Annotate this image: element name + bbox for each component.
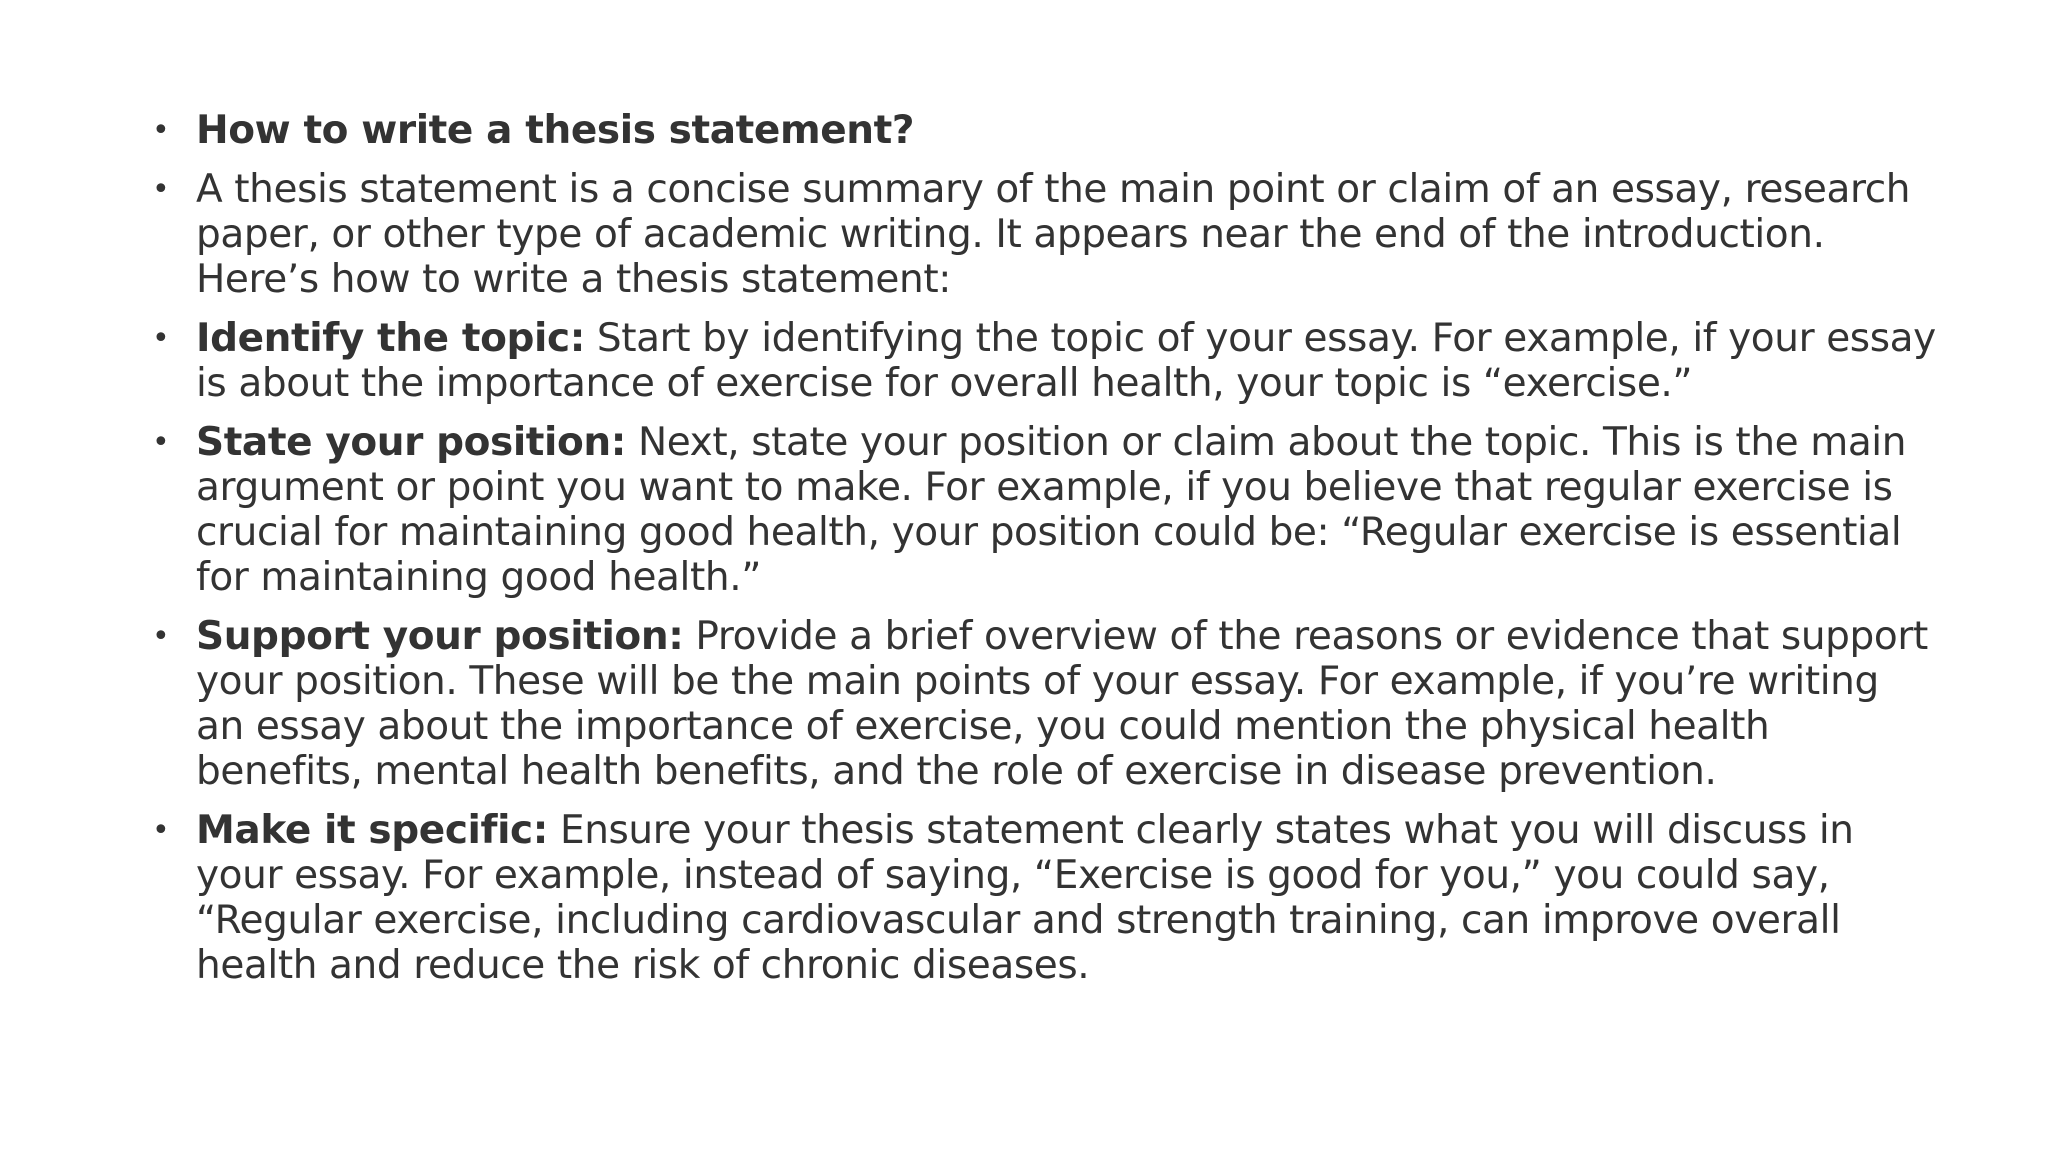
- bullet-text: Ensure your thesis statement clearly states what you will discuss in your essay. For example, instead of saying, “Exercise is good for you,” you could say, “Regular exercise, including cardiovascular and strength training, can improve overall health and reduce the risk of chronic diseases.: [196, 808, 1854, 988]
- bullet-icon: •: [152, 813, 170, 848]
- bullet-bold-text: Support your position:: [196, 614, 684, 659]
- bullet-list: [148, 108, 1938, 1002]
- bullet-text: Provide a brief overview of the reasons or evidence that support your position. These will be the main points of your essay. For example, if you’re writing an essay about the importance of exercise, you could mention the physical health benefits, mental health benefits, and the role of exercise in disease prevention.: [196, 614, 1928, 794]
- bullet-icon: •: [152, 619, 170, 654]
- bullet-text: Next, state your position or claim about the topic. This is the main argument or point you want to make. For example, if you believe that regular exercise is crucial for maintaining good health, your position could be: “Regular exercise is essential for maintaining good health.”: [196, 420, 1907, 600]
- bullet-bold-text: How to write a thesis statement?: [196, 108, 915, 153]
- bullet-item-make-specific: [148, 808, 1938, 988]
- bullet-bold-text: Identify the topic:: [196, 316, 585, 361]
- bullet-item-title: [148, 108, 1938, 153]
- bullet-item-support-position: [148, 614, 1938, 794]
- bullet-item-identify-topic: [148, 316, 1938, 406]
- bullet-icon: •: [152, 321, 170, 356]
- bullet-item-definition: [148, 167, 1938, 302]
- bullet-text: Start by identifying the topic of your essay. For example, if your essay is about the importance of exercise for overall health, your topic is “exercise.”: [196, 316, 1936, 406]
- bullet-bold-text: State your position:: [196, 420, 626, 465]
- bullet-icon: •: [152, 425, 170, 460]
- bullet-item-state-position: [148, 420, 1938, 600]
- bullet-icon: •: [152, 113, 170, 148]
- bullet-bold-text: Make it specific:: [196, 808, 548, 853]
- bullet-text: A thesis statement is a concise summary of the main point or claim of an essay, research paper, or other type of academic writing. It appears near the end of the introduction. Here’s how to write a thesis statement:: [196, 167, 1911, 302]
- bullet-icon: •: [152, 172, 170, 207]
